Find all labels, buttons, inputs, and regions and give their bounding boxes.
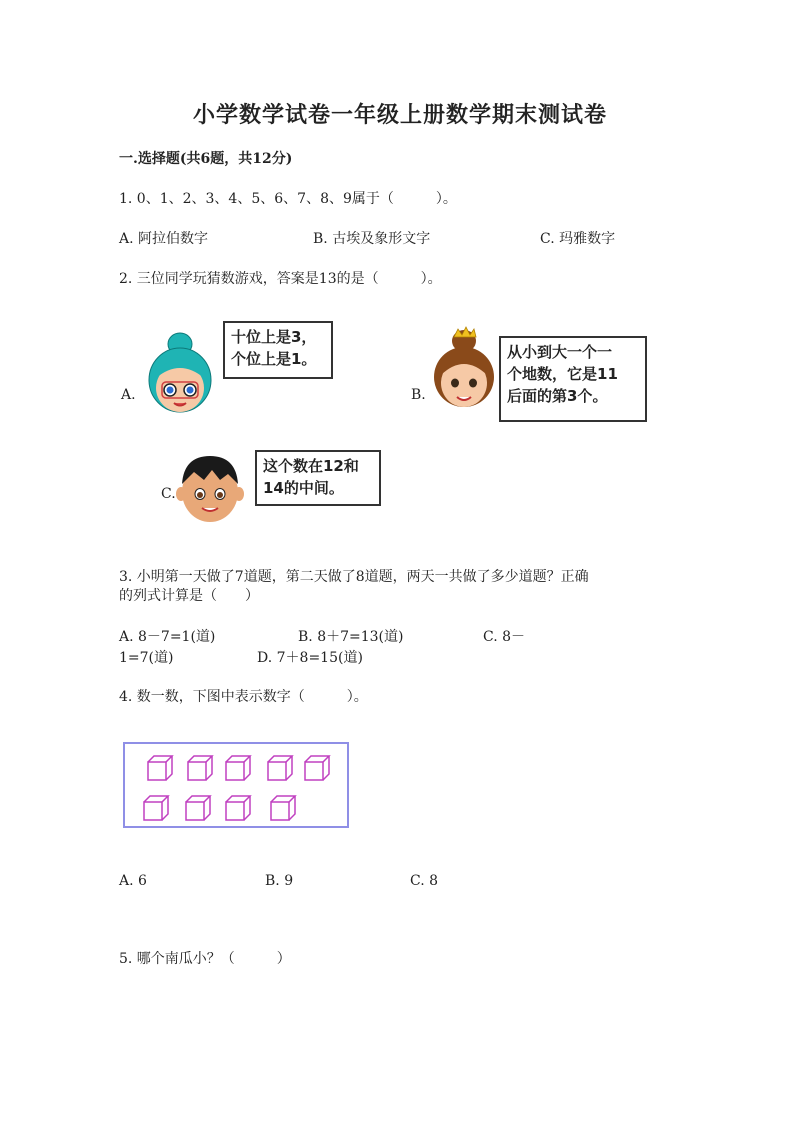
bubble-b-line-2: 个地数，它是11 bbox=[507, 365, 618, 383]
cube-icon bbox=[226, 796, 250, 820]
question-1-option-b[interactable]: B. 古埃及象形文字 bbox=[313, 231, 431, 247]
bubble-c-line-2: 14的中间。 bbox=[263, 479, 344, 497]
bubble-a-line-1: 十位上是3， bbox=[231, 328, 317, 346]
question-2-text: 2. 三位同学玩猜数游戏，答案是13的是（ ）。 bbox=[119, 271, 442, 287]
speech-bubble-b bbox=[499, 336, 647, 422]
question-5-text: 5. 哪个南瓜小？（ ） bbox=[119, 951, 291, 967]
cube-icon bbox=[188, 756, 212, 780]
question-3-text-line-1: 3. 小明第一天做了7道题，第二天做了8道题，两天一共做了多少道题？正确 bbox=[119, 569, 589, 585]
bubble-a-line-2: 个位上是1。 bbox=[231, 350, 317, 368]
question-3-option-b[interactable]: B. 8＋7=13(道) bbox=[298, 629, 404, 645]
bubble-b-line-3: 后面的第3个。 bbox=[507, 387, 608, 405]
girl-teal-hair-icon bbox=[143, 330, 217, 422]
bubble-c-line-1: 这个数在12和 bbox=[263, 457, 359, 475]
bubble-b-line-1: 从小到大一个一 bbox=[507, 343, 613, 361]
cubes-figure bbox=[123, 742, 349, 828]
cube-icon bbox=[144, 796, 168, 820]
question-1-option-a[interactable]: A. 阿拉伯数字 bbox=[119, 231, 209, 247]
question-1-text: 1. 0、1、2、3、4、5、6、7、8、9属于（ ）。 bbox=[119, 191, 457, 207]
question-2-option-a[interactable]: A. bbox=[121, 387, 136, 403]
question-2-option-c[interactable]: C. bbox=[161, 486, 176, 502]
section-heading: 一.选择题(共6题，共12分) bbox=[119, 151, 293, 167]
question-2-option-b[interactable]: B. bbox=[411, 387, 426, 403]
page-title: 小学数学试卷一年级上册数学期末测试卷 bbox=[192, 102, 607, 128]
question-4-option-c[interactable]: C. 8 bbox=[410, 873, 439, 889]
cube-icon bbox=[148, 756, 172, 780]
speech-bubble-c bbox=[255, 450, 381, 506]
speech-bubble-a bbox=[223, 321, 333, 379]
question-3-option-c[interactable]: C. 8－ bbox=[483, 629, 526, 645]
question-4-option-a[interactable]: A. 6 bbox=[119, 873, 147, 889]
question-3-option-c-cont: 1=7(道) bbox=[119, 650, 174, 666]
cube-icon bbox=[186, 796, 210, 820]
cubes-svg bbox=[125, 744, 347, 826]
question-1-option-c[interactable]: C. 玛雅数字 bbox=[540, 231, 616, 247]
question-3-text-line-2: 的列式计算是（ ） bbox=[119, 588, 259, 604]
question-4-option-b[interactable]: B. 9 bbox=[265, 873, 294, 889]
cube-icon bbox=[226, 756, 250, 780]
boy-icon bbox=[176, 452, 244, 524]
cube-icon bbox=[268, 756, 292, 780]
girl-crown-icon bbox=[432, 325, 496, 415]
question-3-option-a[interactable]: A. 8－7=1(道) bbox=[119, 629, 216, 645]
cube-icon bbox=[305, 756, 329, 780]
cube-icon bbox=[271, 796, 295, 820]
question-3-option-d[interactable]: D. 7＋8=15(道) bbox=[257, 650, 363, 666]
question-4-text: 4. 数一数，下图中表示数字（ ）。 bbox=[119, 689, 368, 705]
